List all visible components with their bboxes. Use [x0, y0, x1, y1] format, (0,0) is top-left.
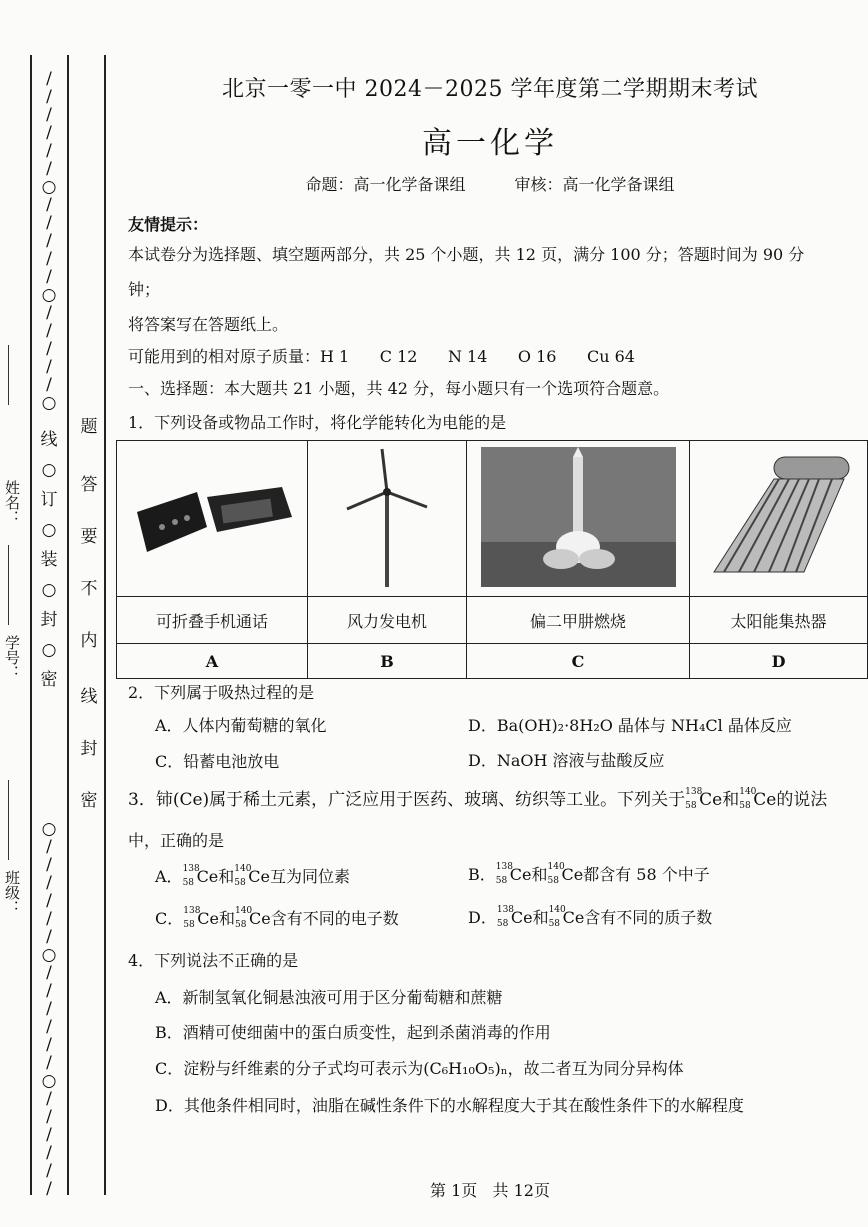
id-blank — [8, 545, 9, 625]
student-id-label: 学号： — [3, 635, 21, 680]
atomic-mass-line: 可能用到的相对原子质量：H 1 C 12 N 14 O 16 Cu 64 — [128, 347, 635, 366]
wind-turbine-icon — [342, 447, 432, 587]
q4-option-c: C．淀粉与纤维素的分子式均可表示为(C₆H₁₀O₅)ₙ，故二者互为同分异构体 — [155, 1059, 684, 1078]
reviewer-label: 审核：高一化学备课组 — [514, 175, 675, 194]
class-label: 班级： — [3, 870, 21, 915]
name-label: 姓名： — [3, 480, 21, 525]
q1-image-b — [308, 441, 467, 597]
exam-title: 北京一零一中 2024－2025 学年度第二学期期末考试 — [222, 77, 758, 102]
solar-heater-icon — [704, 452, 854, 582]
q1-stem: 1．下列设备或物品工作时，将化学能转化为电能的是 — [128, 413, 507, 432]
tips-line1: 本试卷分为选择题、填空题两部分，共 25 个小题，共 12 页，满分 100 分；答题时间为 90 分 — [128, 245, 805, 264]
cut-line-words: 线 ○ 订 ○ 装 ○ 封 ○ 密 — [40, 430, 58, 690]
q2-option-b: D．Ba(OH)₂·8H₂O 晶体与 NH₄Cl 晶体反应 — [468, 716, 792, 735]
q2-option-c: C．铅蓄电池放电 — [155, 752, 280, 771]
q4-option-b: B．酒精可使细菌中的蛋白质变性，起到杀菌消毒的作用 — [155, 1023, 551, 1042]
q1-letter-d: D — [690, 644, 868, 679]
q4-option-d: D．其他条件相同时，油脂在碱性条件下的水解程度大于其在酸性条件下的水解程度 — [155, 1096, 744, 1115]
q1-caption-c: 偏二甲肼燃烧 — [467, 597, 690, 644]
q1-image-a — [117, 441, 308, 597]
section1-heading: 一、选择题：本大题共 21 小题，共 42 分，每小题只有一个选项符合题意。 — [128, 379, 670, 398]
q3-stem-line2: 中，正确的是 — [128, 831, 225, 850]
q1-image-d — [690, 441, 868, 597]
q1-letter-c: C — [467, 644, 690, 679]
q1-caption-d: 太阳能集热器 — [690, 597, 868, 644]
q1-letter-b: B — [308, 644, 467, 679]
binding-margin: / / / / / / ○ / / / / / ○ / / / / / ○ 线 ○ 订 ○ 装 ○ 封 ○ 密 ○ / / / / / / ○ / / / / / / ○ / / / / / / 题 答 要 不 内 线 封 密 姓名： 学号： 班级： — [0, 0, 112, 1227]
q1-caption-b: 风力发电机 — [308, 597, 467, 644]
q2-stem: 2．下列属于吸热过程的是 — [128, 683, 315, 702]
rocket-launch-icon — [481, 447, 676, 587]
margin-rule-right — [104, 55, 106, 1195]
margin-rule-mid — [67, 55, 69, 1195]
tips-line1-cont: 钟； — [128, 280, 161, 299]
q1-caption-a: 可折叠手机通话 — [117, 597, 308, 644]
q4-option-a: A．新制氢氧化铜悬浊液可用于区分葡萄糖和蔗糖 — [155, 988, 503, 1007]
q1-letter-a: A — [117, 644, 308, 679]
q2-option-d: D．NaOH 溶液与盐酸反应 — [468, 751, 665, 770]
q3-option-b: B． 138 58 Ce和 140 58 Ce都含有 58 个中子 — [468, 861, 710, 886]
tips-line2: 将答案写在答题纸上。 — [128, 315, 289, 334]
q3-stem: 3．铈(Ce)属于稀土元素，广泛应用于医药、玻璃、纺织等工业。下列关于 138 58 Ce和 140 58 Ce的说法 — [128, 786, 828, 811]
phone-icon — [127, 472, 297, 562]
q3-option-d: D． 138 58 Ce和 140 58 Ce含有不同的质子数 — [468, 904, 713, 929]
page-number: 第 1页 共 12页 — [430, 1181, 550, 1200]
q3-option-a: A． 138 58 Ce和 140 58 Ce互为同位素 — [155, 863, 351, 888]
q1-option-table — [116, 440, 868, 679]
author-label: 命题：高一化学备课组 — [305, 175, 466, 194]
margin-rule-left — [30, 55, 32, 1195]
cut-line-marks: / / / / / / ○ / / / / / ○ / / / / / ○ — [41, 69, 57, 413]
q1-image-c — [467, 441, 690, 597]
cut-line-marks-lower: ○ / / / / / / ○ / / / / / / ○ / / / / / / — [41, 819, 57, 1199]
class-blank — [8, 780, 9, 860]
author-line — [112, 172, 868, 195]
tips-heading: 友情提示： — [128, 215, 209, 234]
subject-title: 高一化学 — [422, 126, 558, 161]
name-blank — [8, 345, 9, 405]
q2-option-a: A．人体内葡萄糖的氧化 — [155, 716, 327, 735]
q4-stem: 4．下列说法不正确的是 — [128, 951, 299, 970]
q3-option-c: C． 138 58 Ce和 140 58 Ce含有不同的电子数 — [155, 905, 399, 930]
